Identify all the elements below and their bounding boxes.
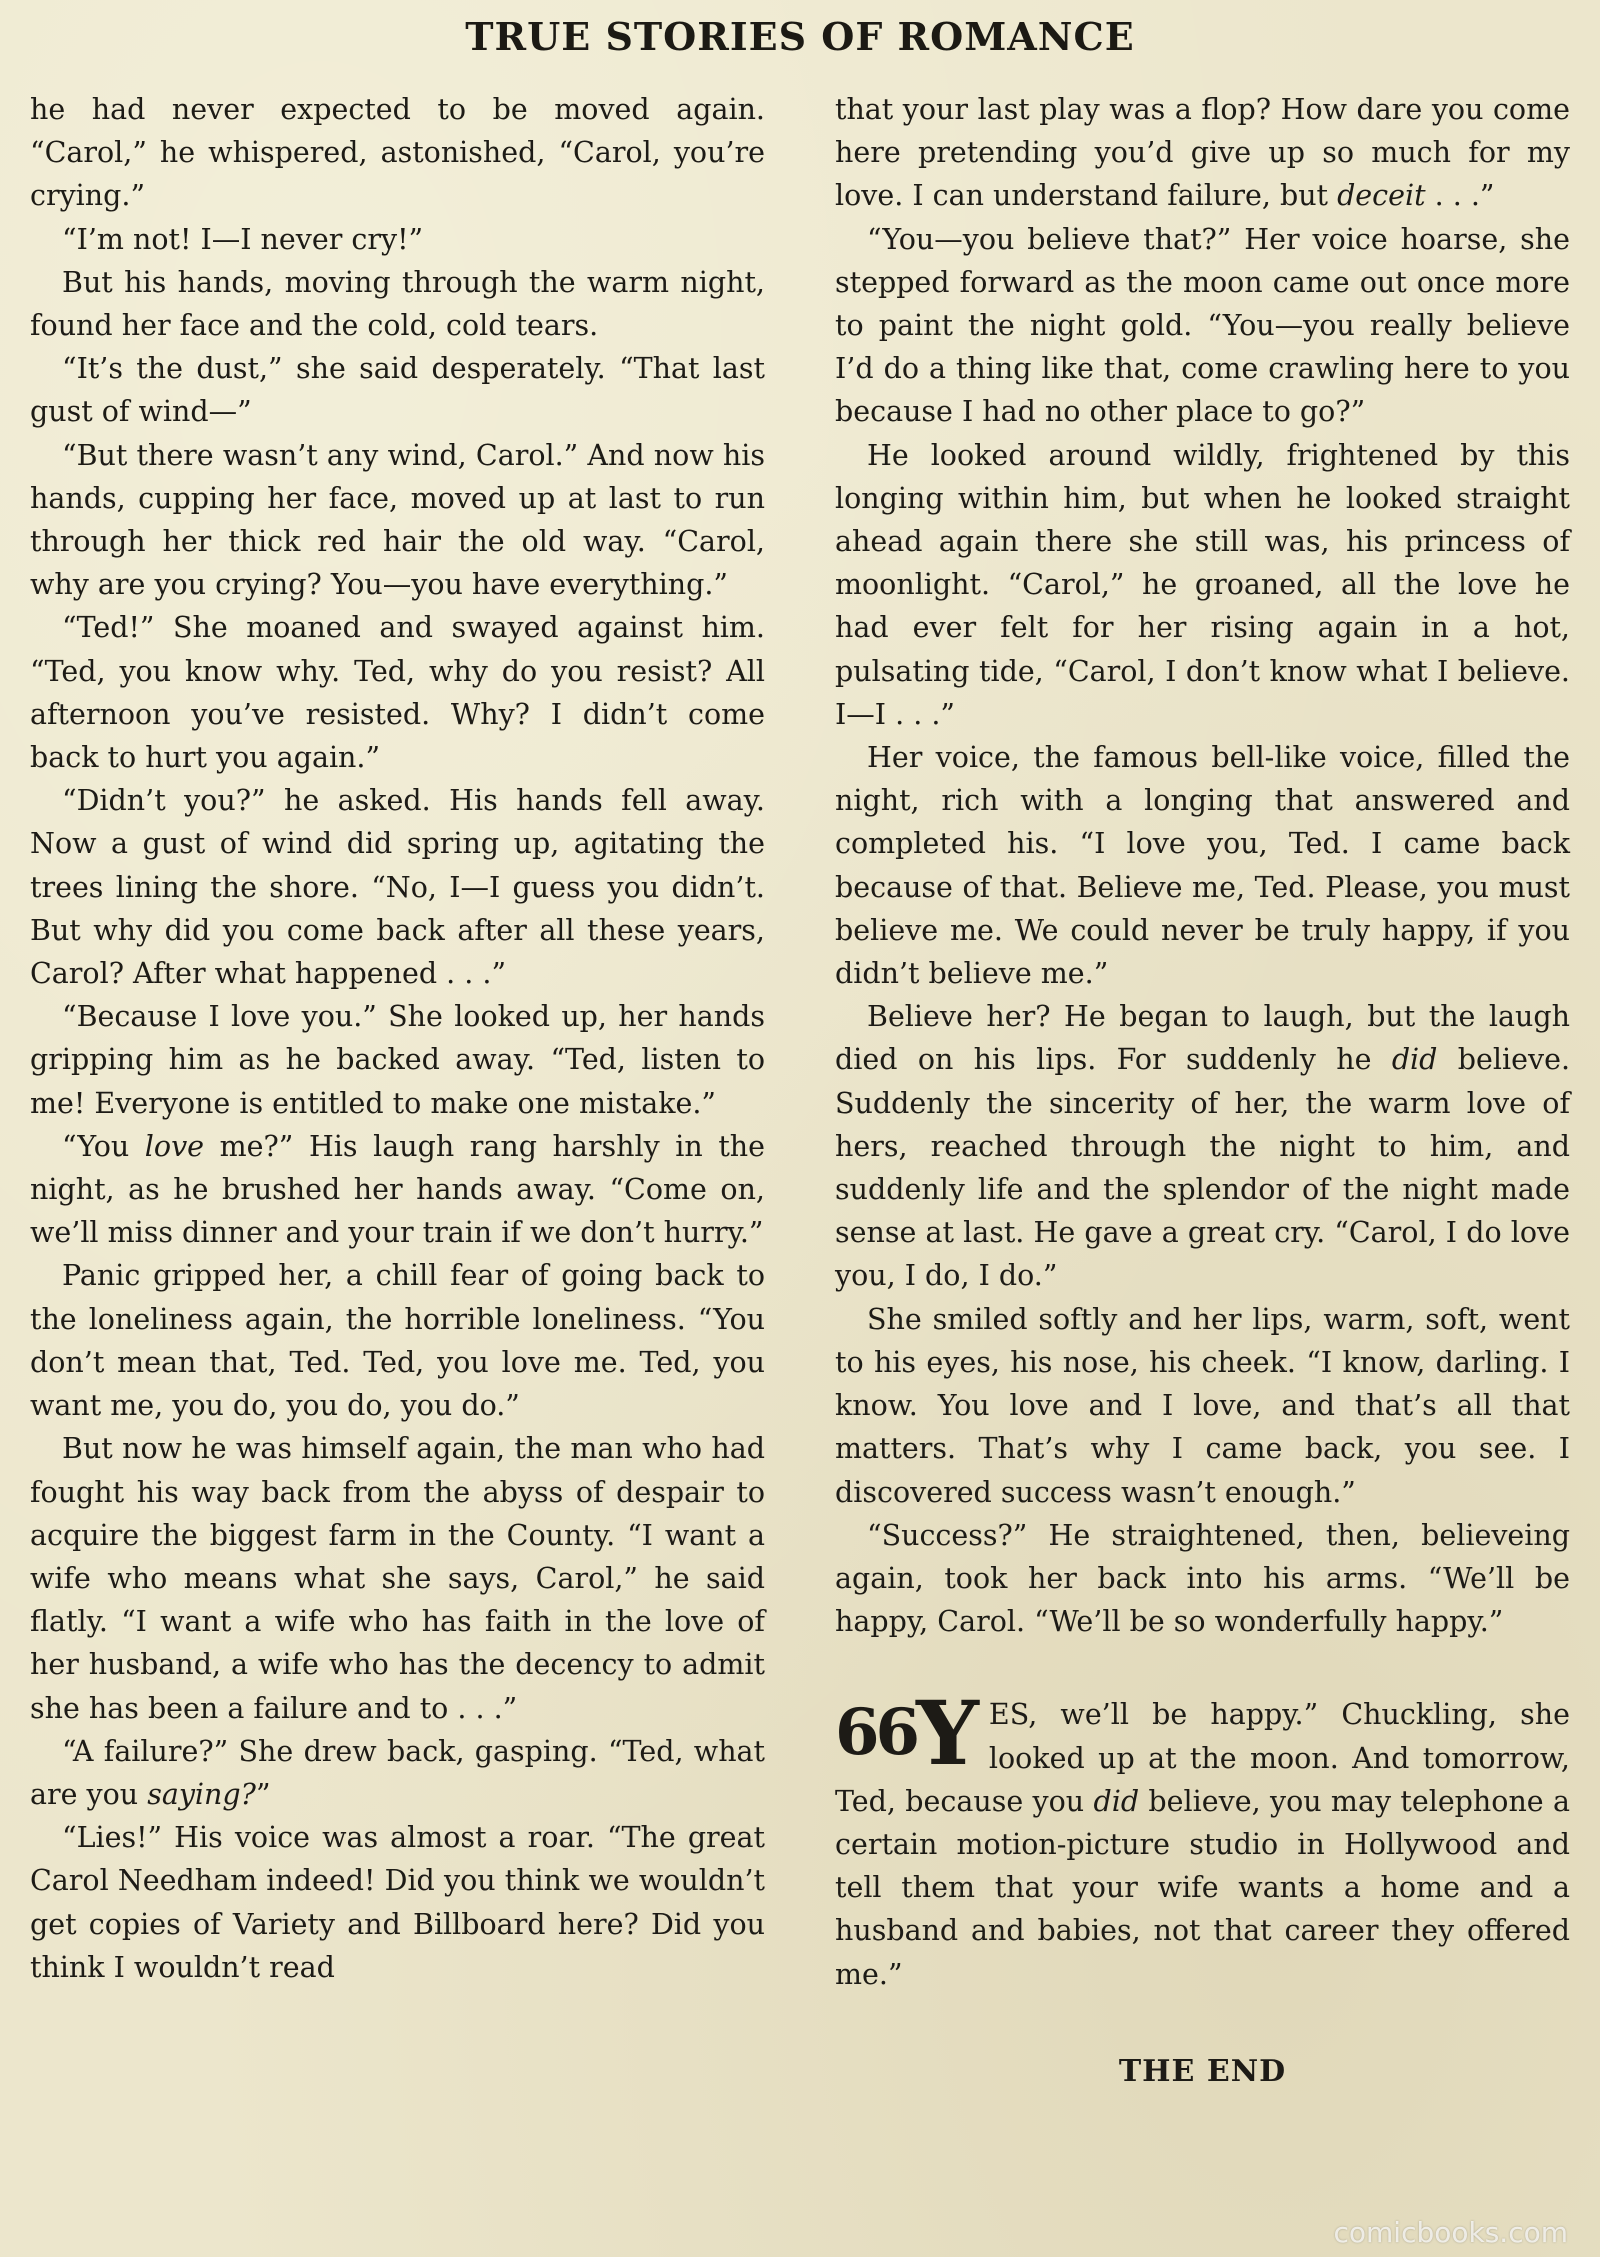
paragraph: But now he was himself again, the man who had fought his way back from the abyss of despair to acquire the biggest farm in the County. “I want a wife who means what she says, Carol,” he said flatly. “I want a wife who has faith in the love of her husband, a wife who has the decency to admit she has been a failure and to . . .” (30, 1432, 765, 1725)
paragraph: “Ted!” She moaned and swayed against him. “Ted, you know why. Ted, why do you resist? All afternoon you’ve resisted. Why? I didn’t come back to hurt you again.” (30, 611, 765, 775)
paragraph: “Because I love you.” She looked up, her hands gripping him as he backed away. “Ted, listen to me! Everyone is entitled to make one mistake.” (30, 1000, 765, 1120)
paragraph: Her voice, the famous bell-like voice, filled the night, rich with a longing that answered and completed his. “I love you, Ted. I came back because of that. Believe me, Ted. Please, you must believe me. We could never be truly happy, if you didn’t believe me.” (835, 741, 1570, 991)
the-end: THE END (1118, 2053, 1287, 2089)
paragraph: “But there wasn’t any wind, Carol.” And now his hands, cupping her face, moved up at last to run through her thick red hair the old way. “Carol, why are you crying? You—you have everything.” (30, 438, 765, 602)
paragraph: “You love me?” His laugh rang harshly in the night, as he brushed her hands away. “Come on, we’ll miss dinner and your train if we don’t hurry.” (30, 1129, 765, 1250)
paragraph: “It’s the dust,” she said desperately. “That last gust of wind—” (30, 352, 765, 429)
page-title: TRUE STORIES OF ROMANCE (465, 14, 1135, 59)
paragraph: He looked around wildly, frightened by this longing within him, but when he looked straight ahead again there she still was, his princess of moonlight. “Carol,” he groaned, all the love he had ever felt for her rising again in a hot, pulsating tide, “Carol, I don’t know what I believe. I—I . . .” (835, 438, 1570, 731)
paragraph: But his hands, moving through the warm night, found her face and the cold, cold tears. (30, 265, 765, 343)
paragraph: “A failure?” She drew back, gasping. “Ted, what are you saying?” (30, 1734, 765, 1811)
left-column (30, 88, 765, 1989)
paragraph: “You—you believe that?” Her voice hoarse, she stepped forward as the moon came out once more to paint the night gold. “You—you really believe I’d do a thing like that, come crawling here to you because I had no other place to go?” (835, 222, 1570, 429)
watermark: comicbooks.com (1333, 2216, 1568, 2249)
paragraph: “Success?” He straightened, then, believeing again, took her back into his arms. “We’ll be happy, Carol. “We’ll be so wonderfully happy.” (835, 1518, 1570, 1639)
paragraph: that your last play was a flop? How dare you come here pretending you’d give up so much for my love. I can understand failure, but deceit . . .” (835, 93, 1570, 213)
right-column (835, 88, 1570, 2093)
final-paragraph: $^{66}$Y ES, we’ll be happy.” Chuckling, she looked up at the moon. And tomorrow, Ted, because you did believe, you may telephone a certain motion-picture studio in Hollywood and tell them that your wife wants a home and a husband and babies, not that career they offered me.” (835, 1681, 1570, 1991)
paragraph: “Lies!” His voice was almost a roar. “The great Carol Needham indeed! Did you think we wouldn’t get copies of Variety and Billboard here? Did you think I wouldn’t read (30, 1821, 765, 1984)
paragraph: She smiled softly and her lips, warm, soft, went to his eyes, his nose, his cheek. “I know, darling. I know. You love and I love, and that’s all that matters. That’s why I came back, you see. I discovered success wasn’t enough.” (835, 1302, 1570, 1509)
paragraph: he had never expected to be moved again. “Carol,” he whispered, astonished, “Carol, you’re crying.” (30, 93, 765, 213)
paragraph: Panic gripped her, a chill fear of going back to the loneliness again, the horrible loneliness. “You don’t mean that, Ted. Ted, you love me. Ted, you want me, you do, you do, you do.” (30, 1259, 765, 1423)
paragraph: Believe her? He began to laugh, but the laugh died on his lips. For suddenly he did believe. Suddenly the sincerity of her, the warm love of hers, reached through the night to him, and suddenly life and the splendor of the night made sense at last. He gave a great cry. “Carol, I do love you, I do, I do.” (835, 1000, 1571, 1293)
paragraph: “Didn’t you?” he asked. His hands fell away. Now a gust of wind did spring up, agitating the trees lining the shore. “No, I—I guess you didn’t. But why did you come back after all these years, Carol? After what happened . . .” (30, 784, 765, 991)
drop-cap: $^{66}$Y (835, 1681, 979, 1786)
paragraph: “I’m not! I—I never cry!” (62, 222, 424, 256)
